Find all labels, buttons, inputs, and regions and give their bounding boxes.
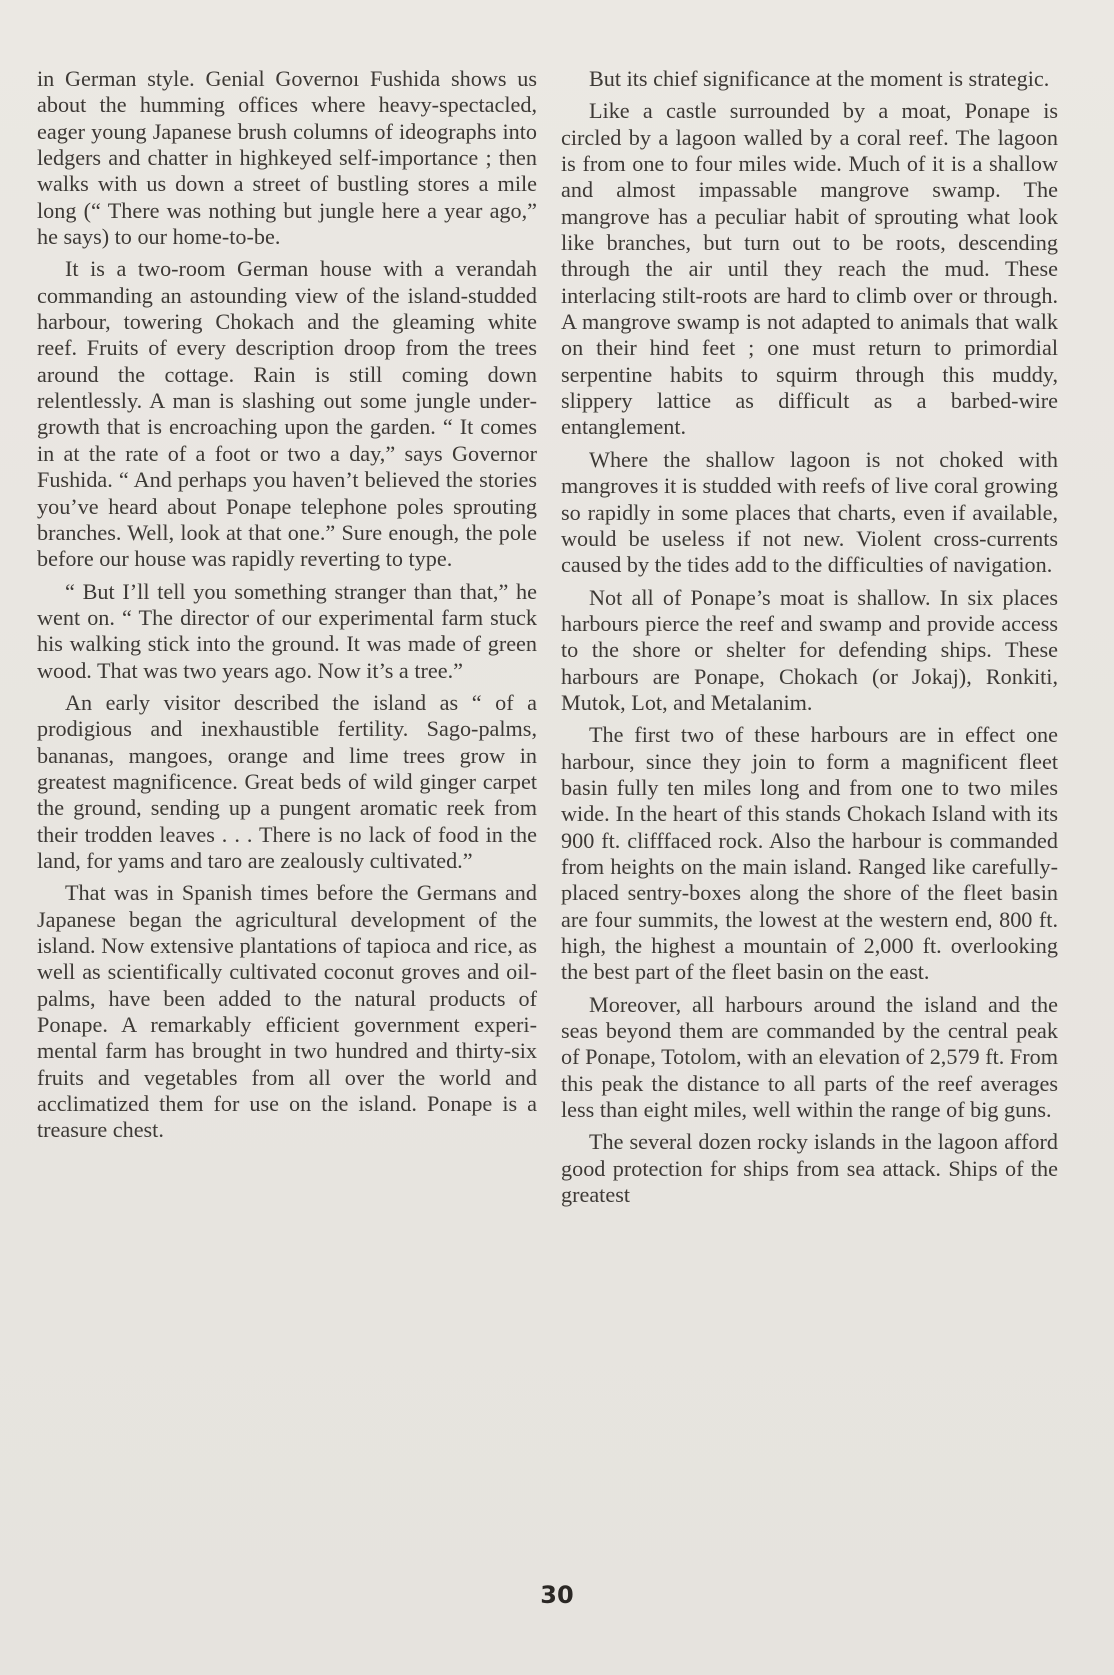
paragraph: That was in Spanish times before the Germans and Japanese began the agricultural development of the island. Now extensive plantations of tapioca and rice, as well as scientifically cultivated coconut groves and oil-palms, have been added to the natural products of Ponape. A remarkably efficient government experimental farm has brought in two hundred and thirty-six fruits and vegetables from all over the world and acclimatized them for use on the island. Ponape is a treasure chest.: [37, 880, 537, 1143]
page-number: 30: [540, 1581, 574, 1609]
paragraph: in German style. Genial Governoı Fushida shows us about the humming offices where heavy-spectacled, eager young Japanese brush columns of ideographs into ledgers and chatter in highkeyed self-importance ; then walks with us down a street of bustling stores a mile long (“ There was nothing but jungle here a year ago,” he says) to our home-to-be.: [37, 66, 537, 250]
paragraph: Where the shallow lagoon is not choked with mangroves it is studded with reefs of live coral growing so rapidly in some places that charts, even if available, would be useless if not new. Violent cross-currents caused by the tides add to the difficulties of navigation.: [561, 446, 1058, 578]
paragraph: The first two of these harbours are in effect one harbour, since they join to form a magnificent fleet basin fully ten miles long and from one to two miles wide. In the heart of this stands Chokach Island with its 900 ft. clifffaced rock. Also the harbour is commanded from heights on the main island. Ranged like carefully-placed sentry-boxes along the shore of the fleet basin are four summits, the lowest at the western end, 800 ft. high, the highest a mountain of 2,000 ft. overlooking the best part of the fleet basin on the east.: [561, 722, 1058, 985]
left-column: [37, 66, 537, 1150]
paragraph: An early visitor described the island as “ of a prodigious and inexhaustible fertility. Sago-palms, bananas, mangoes, orange and lime trees grow in greatest magnificence. Great beds of wild ginger carpet the ground, sending up a pungent aromatic reek from their trodden leaves . . . There is no lack of food in the land, for yams and taro are zealously cultivated.”: [37, 689, 537, 873]
paragraph: Moreover, all harbours around the island and the seas beyond them are commanded by the central peak of Ponape, Totolom, with an elevation of 2,579 ft. From this peak the distance to all parts of the reef averages less than eight miles, well within the range of big guns.: [561, 991, 1058, 1123]
paragraph: Like a castle surrounded by a moat, Ponape is circled by a lagoon walled by a coral reef. The lagoon is from one to four miles wide. Much of it is a shallow and almost impassable mangrove swamp. The mangrove has a peculiar habit of sprouting what look like branches, but turn out to be roots, descending through the air until they reach the mud. These interlacing stilt-roots are hard to climb over or through. A mangrove swamp is not adapted to animals that walk on their hind feet ; one must return to primordial serpentine habits to squirm through this muddy, slippery lattice as difficult as a barbed-wire entanglement.: [561, 98, 1058, 440]
paragraph: The several dozen rocky islands in the lagoon afford good protection for ships from sea attack. Ships of the greatest: [561, 1129, 1058, 1208]
paragraph: Not all of Ponape’s moat is shallow. In six places harbours pierce the reef and swamp and provide access to the shore or shelter for defending ships. These harbours are Ponape, Chokach (or Jokaj), Ronkiti, Mutok, Lot, and Metalanim.: [561, 584, 1058, 715]
paragraph: It is a two-room German house with a verandah commanding an astounding view of the island-studded harbour, towering Chokach and the gleaming white reef. Fruits of every description droop from the trees around the cottage. Rain is still coming down relentlessly. A man is slashing out some jungle undergrowth that is encroaching upon the garden. “ It comes in at the rate of a foot or two a day,” says Governor Fushida. “ And perhaps you haven’t believed the stories you’ve heard about Ponape telephone poles sprouting branches. Well, look at that one.” Sure enough, the pole before our house was rapidly reverting to type.: [37, 256, 537, 572]
paragraph: But its chief significance at the moment is strategic.: [589, 66, 1050, 91]
right-column: [561, 66, 1058, 1214]
paragraph: “ But I’ll tell you something stranger than that,” he went on. “ The director of our experimental farm stuck his walking stick into the ground. It was made of green wood. That was two years ago. Now it’s a tree.”: [37, 578, 537, 683]
